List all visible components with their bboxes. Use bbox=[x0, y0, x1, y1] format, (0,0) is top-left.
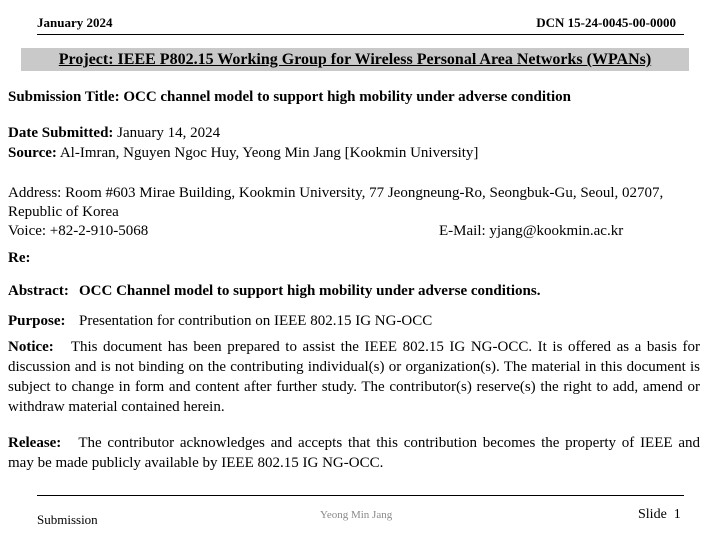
release bbox=[8, 433, 700, 473]
re-label: Re: bbox=[8, 250, 31, 266]
purpose-value: Presentation for contribution on IEEE 802.15 IG NG-OCC bbox=[79, 313, 433, 329]
footer-author: Yeong Min Jang bbox=[320, 509, 393, 521]
source-value: Al-Imran, Nguyen Ngoc Huy, Yeong Min Jang [Kookmin University] bbox=[59, 145, 479, 161]
footer-slide bbox=[638, 507, 681, 523]
header-date: January 2024 bbox=[37, 15, 113, 30]
date-submitted bbox=[8, 124, 220, 143]
address: Address: Room #603 Mirae Building, Kookmin University, 77 Jeongneung-Ro, Seongbuk-Gu, Seoul, 02707, Republic of Korea bbox=[8, 185, 664, 220]
release-label: Release: bbox=[8, 435, 62, 451]
notice bbox=[8, 337, 700, 417]
header-dcn: DCN 15-24-0045-00-0000 bbox=[536, 15, 676, 30]
project-title: Project: IEEE P802.15 Working Group for Wireless Personal Area Networks (WPANs) bbox=[21, 48, 689, 71]
footer-divider bbox=[37, 495, 684, 496]
purpose-label: Purpose: bbox=[8, 313, 66, 329]
slide-label: Slide bbox=[638, 507, 667, 522]
source-label: Source: bbox=[8, 145, 57, 161]
voice: Voice: +82-2-910-5068 bbox=[8, 223, 149, 239]
footer-submission: Submission bbox=[37, 512, 98, 527]
email: E-Mail: yjang@kookmin.ac.kr bbox=[439, 223, 624, 239]
abstract-label: Abstract: bbox=[8, 283, 69, 299]
notice-label: Notice: bbox=[8, 339, 54, 355]
abstract-value: OCC Channel model to support high mobility under adverse conditions. bbox=[79, 283, 541, 299]
release-value: The contributor acknowledges and accepts that this contribution becomes the property of IEEE and may be made publicly available by IEEE 802.15 IG NG-OCC. bbox=[8, 435, 700, 471]
date-submitted-label: Date Submitted: bbox=[8, 125, 114, 141]
date-submitted-value: January 14, 2024 bbox=[117, 125, 221, 141]
source bbox=[8, 144, 478, 163]
slide-number: 1 bbox=[673, 507, 681, 522]
notice-value: This document has been prepared to assist the IEEE 802.15 IG NG-OCC. It is offered as a basis for discussion and is not binding on the contributing individual(s) or organization(s). The material in this document is subject to change in form and content after further study. The contributor(s) reserve(s) the right to add, amend or withdraw material contained herein. bbox=[8, 339, 700, 415]
header-divider bbox=[37, 34, 684, 35]
submission-title: Submission Title: OCC channel model to support high mobility under adverse condition bbox=[8, 89, 572, 105]
